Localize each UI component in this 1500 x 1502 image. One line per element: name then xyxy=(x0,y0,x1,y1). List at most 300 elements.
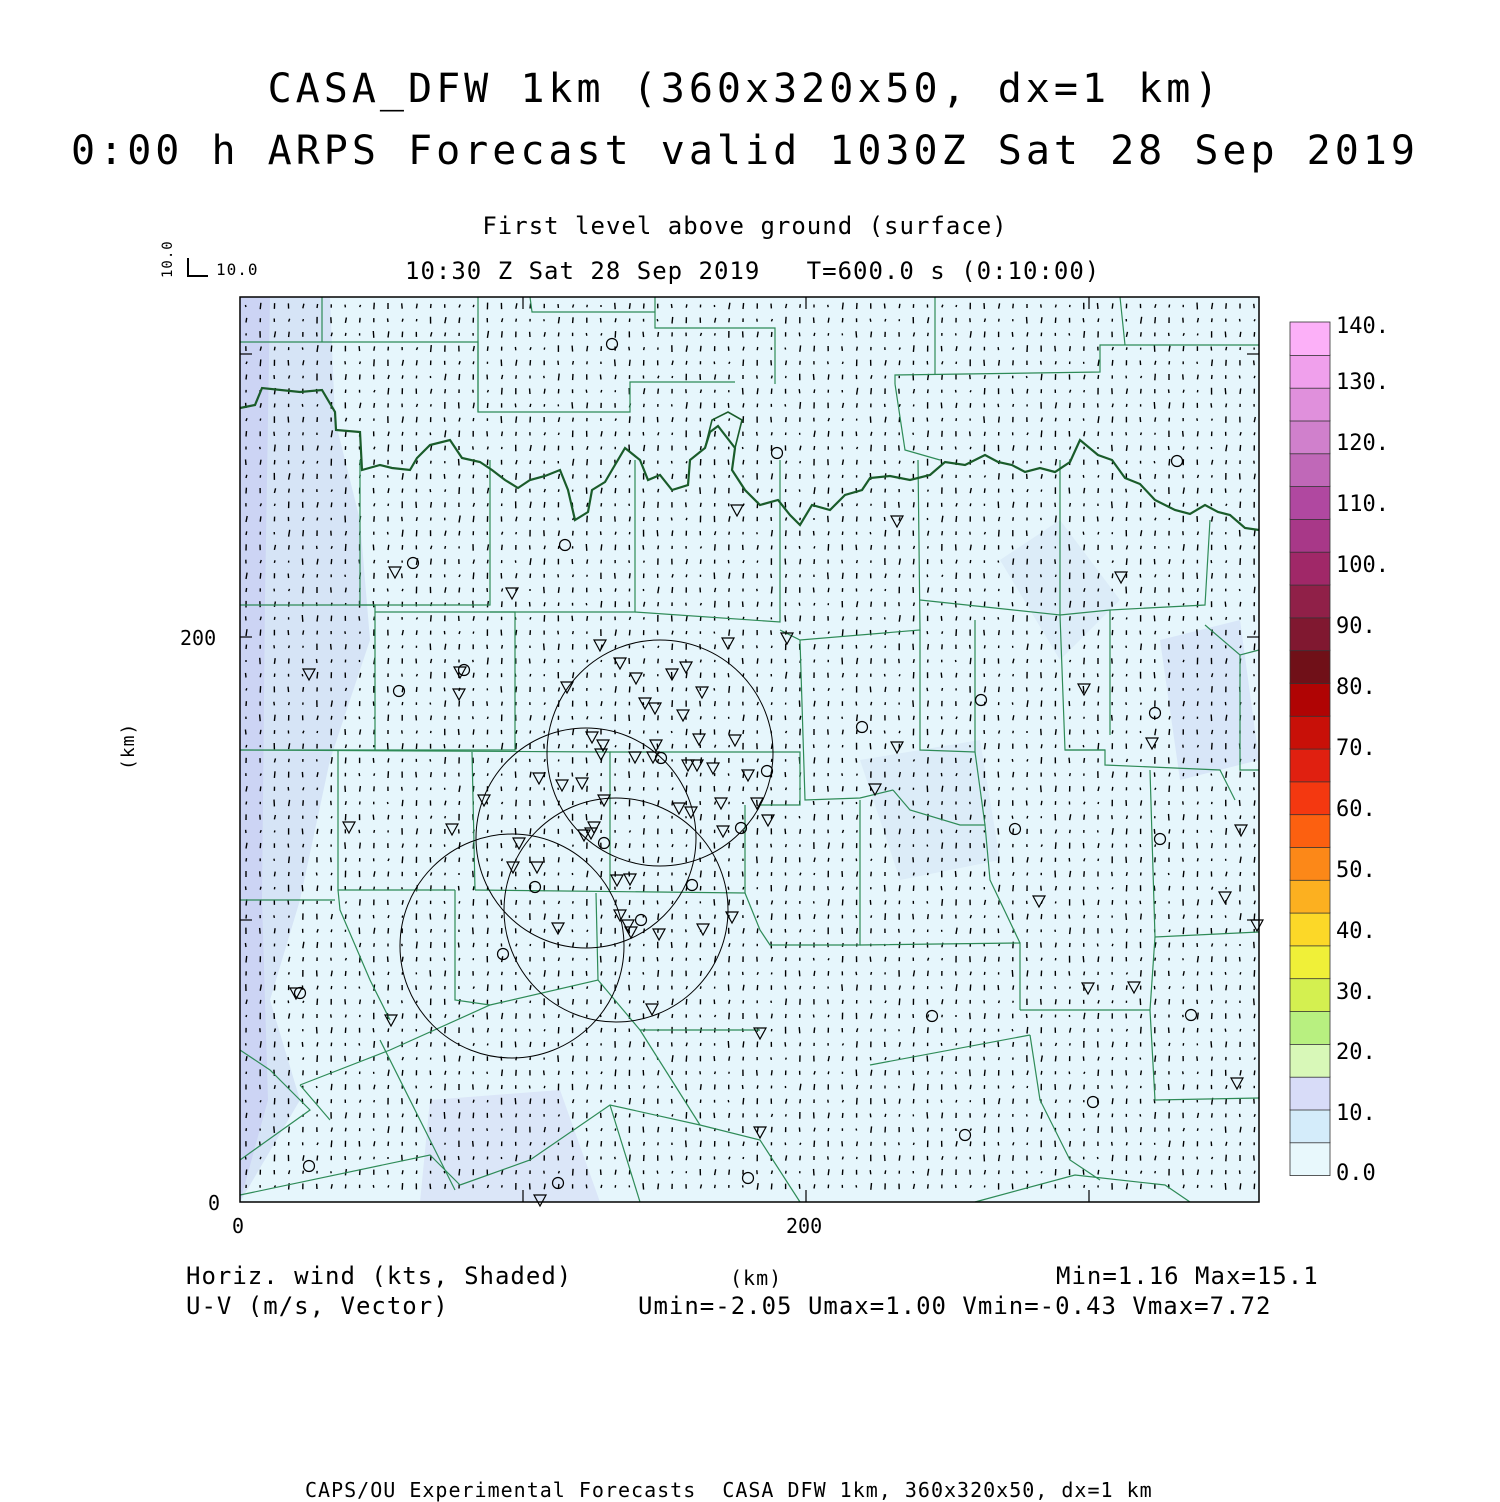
wind-vector xyxy=(700,346,701,352)
wind-vector xyxy=(672,461,673,464)
wind-vector xyxy=(984,1185,985,1187)
wind-vector xyxy=(1027,700,1028,707)
wind-vector xyxy=(828,516,829,522)
wind-vector xyxy=(813,801,814,805)
wind-vector xyxy=(459,474,460,478)
wind-vector xyxy=(274,859,275,861)
wind-vector xyxy=(828,361,829,364)
wind-vector xyxy=(857,871,858,876)
colorbar-swatch xyxy=(1290,519,1330,552)
wind-vector xyxy=(1027,716,1028,720)
wind-vector xyxy=(1041,1071,1042,1075)
wind-vector xyxy=(800,929,801,932)
wind-vector xyxy=(742,447,743,449)
wind-vector xyxy=(459,575,460,577)
wind-vector xyxy=(302,1042,303,1047)
wind-vector xyxy=(728,830,729,833)
wind-vector xyxy=(402,900,403,905)
wind-vector xyxy=(644,1098,645,1104)
wind-vector xyxy=(303,319,304,321)
wind-vector xyxy=(1254,914,1255,920)
wind-vector xyxy=(303,630,304,634)
wind-vector xyxy=(1155,574,1156,577)
wind-vector xyxy=(416,715,417,720)
wind-vector xyxy=(274,830,275,832)
wind-vector xyxy=(345,644,346,649)
subtitle-line1: First level above ground (surface) xyxy=(0,212,1490,240)
wind-vector xyxy=(402,517,403,521)
wind-vector xyxy=(629,887,630,889)
wind-vector xyxy=(857,560,858,563)
wind-vector xyxy=(643,916,644,918)
wind-vector xyxy=(1212,900,1213,905)
wind-vector xyxy=(1183,716,1184,719)
wind-vector xyxy=(828,1113,829,1119)
wind-vector xyxy=(1041,1156,1042,1160)
wind-vector xyxy=(274,985,275,991)
wind-vector xyxy=(658,489,659,492)
wind-vector xyxy=(1055,1112,1056,1118)
wind-vector xyxy=(601,717,602,719)
wind-vector xyxy=(1155,958,1156,961)
wind-vector xyxy=(516,532,517,534)
wind-vector xyxy=(629,686,630,692)
wind-vector xyxy=(658,816,659,819)
wind-vector xyxy=(686,1156,687,1160)
wind-vector xyxy=(530,772,531,778)
wind-vector xyxy=(700,773,701,777)
wind-vector xyxy=(970,972,971,976)
wind-vector xyxy=(800,829,801,834)
wind-vector xyxy=(672,1071,673,1075)
wind-vector xyxy=(757,815,758,819)
wind-vector xyxy=(643,489,644,493)
wind-vector xyxy=(544,502,545,508)
wind-vector xyxy=(970,774,971,776)
wind-vector xyxy=(402,530,403,537)
wind-vector xyxy=(388,388,389,395)
wind-vector xyxy=(842,1043,843,1045)
wind-vector xyxy=(473,716,474,719)
wind-vector xyxy=(1084,447,1085,450)
wind-vector xyxy=(814,1084,815,1090)
wind-vector xyxy=(601,871,602,877)
wind-vector xyxy=(402,1000,403,1003)
wind-vector xyxy=(459,1071,460,1074)
wind-vector xyxy=(587,773,588,776)
wind-vector xyxy=(1083,686,1084,693)
wind-vector xyxy=(1041,574,1042,577)
wind-vector xyxy=(1041,531,1042,536)
wind-vector xyxy=(331,857,332,862)
wind-vector xyxy=(1098,1170,1099,1175)
wind-vector xyxy=(1240,489,1241,493)
wind-vector xyxy=(374,928,375,934)
colorbar-swatch xyxy=(1290,1044,1330,1077)
wind-vector xyxy=(374,887,375,890)
wind-vector xyxy=(1013,347,1014,349)
wind-vector xyxy=(601,1072,602,1074)
wind-vector xyxy=(942,688,943,691)
wind-vector xyxy=(445,333,446,337)
wind-vector xyxy=(1197,573,1198,579)
wind-vector xyxy=(1098,956,1099,962)
wind-vector xyxy=(1041,744,1042,748)
wind-vector xyxy=(842,573,843,579)
wind-vector xyxy=(1012,1184,1013,1190)
wind-vector xyxy=(1226,404,1227,408)
wind-vector xyxy=(1154,461,1155,463)
wind-vector xyxy=(729,686,730,693)
wind-vector xyxy=(331,1027,332,1033)
wind-vector xyxy=(388,1028,389,1032)
colorbar-swatch xyxy=(1290,847,1330,880)
wind-vector xyxy=(828,572,829,579)
wind-vector xyxy=(444,744,445,748)
wind-vector xyxy=(1225,815,1226,819)
wind-vector xyxy=(573,418,574,422)
colorbar-label: 0.0 xyxy=(1336,1161,1376,1186)
wind-vector xyxy=(1169,1043,1170,1046)
wind-vector xyxy=(431,502,432,508)
wind-vector xyxy=(615,915,616,918)
wind-vector xyxy=(786,844,787,847)
wind-vector xyxy=(970,545,971,551)
wind-vector xyxy=(800,1143,801,1145)
wind-vector xyxy=(303,574,304,578)
wind-vector xyxy=(970,758,971,763)
wind-vector xyxy=(1098,375,1099,379)
wind-vector xyxy=(1212,1113,1213,1117)
wind-vector xyxy=(714,688,715,690)
wind-vector xyxy=(430,970,431,976)
wind-vector xyxy=(402,1013,403,1018)
wind-vector xyxy=(402,1127,403,1133)
wind-vector xyxy=(615,956,616,962)
wind-vector xyxy=(1097,517,1098,522)
wind-vector xyxy=(1211,774,1212,776)
wind-vector xyxy=(530,574,531,578)
wind-vector xyxy=(800,716,801,720)
wind-vector xyxy=(814,1128,815,1132)
wind-vector xyxy=(558,332,559,336)
wind-vector xyxy=(928,1184,929,1188)
wind-vector xyxy=(573,999,574,1005)
wind-vector xyxy=(586,390,587,393)
wind-vector xyxy=(544,643,545,650)
wind-vector xyxy=(387,589,388,592)
wind-vector xyxy=(260,658,261,664)
wind-vector xyxy=(729,802,730,805)
wind-vector xyxy=(999,1155,1000,1161)
wind-vector xyxy=(1254,1014,1255,1018)
wind-vector xyxy=(1070,886,1071,890)
wind-vector xyxy=(1055,901,1056,903)
wind-vector xyxy=(288,417,289,423)
wind-vector xyxy=(1197,758,1198,763)
wind-vector xyxy=(501,416,502,423)
wind-vector xyxy=(941,616,942,621)
wind-vector xyxy=(799,389,800,393)
wind-vector xyxy=(1254,574,1255,578)
wind-vector xyxy=(601,488,602,494)
wind-vector xyxy=(899,929,900,933)
wind-vector xyxy=(1055,729,1056,735)
wind-vector xyxy=(800,518,801,521)
wind-vector xyxy=(955,1085,956,1090)
wind-vector xyxy=(984,843,985,848)
wind-vector xyxy=(1212,475,1213,477)
wind-vector xyxy=(317,999,318,1005)
wind-vector xyxy=(1027,929,1028,932)
wind-vector xyxy=(715,1072,716,1075)
wind-vector xyxy=(786,1155,787,1160)
wind-vector xyxy=(373,1028,374,1032)
wind-vector xyxy=(1098,673,1099,677)
wind-vector xyxy=(601,915,602,919)
wind-vector xyxy=(799,546,800,549)
wind-vector xyxy=(828,588,829,592)
wind-vector xyxy=(1183,431,1184,437)
wind-vector xyxy=(388,504,389,506)
wind-vector xyxy=(1141,602,1142,606)
wind-vector xyxy=(1098,900,1099,905)
wind-vector xyxy=(303,474,304,480)
wind-vector xyxy=(1126,985,1127,990)
wind-vector xyxy=(388,859,389,861)
wind-vector xyxy=(601,1185,602,1188)
wind-vector xyxy=(445,389,446,393)
wind-vector xyxy=(1012,546,1013,550)
wind-vector xyxy=(813,374,814,380)
wind-vector xyxy=(999,730,1000,733)
wind-vector xyxy=(516,900,517,905)
wind-vector xyxy=(757,772,758,778)
wind-vector xyxy=(729,588,730,592)
wind-vector xyxy=(984,1126,985,1133)
wind-vector xyxy=(1013,615,1014,622)
wind-vector xyxy=(1012,1029,1013,1031)
wind-vector xyxy=(615,318,616,322)
wind-vector xyxy=(1055,943,1056,948)
wind-vector xyxy=(771,1183,772,1189)
wind-vector xyxy=(558,1071,559,1075)
wind-vector xyxy=(984,859,985,861)
wind-vector xyxy=(786,1114,787,1116)
wind-vector xyxy=(1197,786,1198,791)
wind-vector xyxy=(1183,660,1184,662)
wind-vector xyxy=(1197,362,1198,364)
wind-vector xyxy=(1126,432,1127,435)
wind-vector xyxy=(544,445,545,450)
wind-vector xyxy=(587,1141,588,1147)
wind-vector xyxy=(1098,460,1099,465)
wind-vector xyxy=(899,502,900,508)
wind-vector xyxy=(1083,318,1084,322)
wind-vector xyxy=(743,560,744,563)
wind-vector xyxy=(373,758,374,763)
wind-vector xyxy=(1155,1112,1156,1119)
wind-vector xyxy=(771,1127,772,1133)
wind-vector xyxy=(601,1141,602,1146)
wind-vector xyxy=(771,545,772,549)
wind-vector xyxy=(289,702,290,705)
wind-vector xyxy=(984,645,985,648)
wind-vector xyxy=(431,1086,432,1088)
wind-vector xyxy=(388,1085,389,1089)
wind-vector xyxy=(643,1183,644,1189)
wind-vector xyxy=(1055,999,1056,1004)
wind-vector xyxy=(558,744,559,748)
wind-vector xyxy=(303,744,304,749)
wind-vector xyxy=(345,901,346,903)
wind-vector xyxy=(870,532,871,534)
wind-vector xyxy=(288,1114,289,1117)
wind-vector xyxy=(970,802,971,804)
wind-vector xyxy=(842,475,843,478)
wind-vector xyxy=(672,376,673,378)
wind-vector xyxy=(246,431,247,436)
wind-vector xyxy=(1098,1070,1099,1076)
wind-vector xyxy=(487,773,488,776)
wind-vector xyxy=(402,944,403,946)
wind-vector xyxy=(1055,842,1056,849)
wind-vector xyxy=(459,644,460,649)
wind-vector xyxy=(473,1043,474,1046)
colorbar-swatch xyxy=(1290,617,1330,650)
wind-vector xyxy=(884,517,885,521)
wind-vector xyxy=(828,915,829,919)
wind-vector xyxy=(473,1100,474,1103)
wind-vector xyxy=(743,347,744,351)
wind-vector xyxy=(260,460,261,465)
wind-vector xyxy=(1070,1141,1071,1147)
wind-vector xyxy=(416,517,417,521)
wind-vector xyxy=(416,304,417,309)
wind-vector xyxy=(842,1141,843,1146)
wind-vector xyxy=(1112,928,1113,933)
wind-vector xyxy=(913,914,914,920)
wind-vector xyxy=(530,404,531,407)
wind-vector xyxy=(715,390,716,393)
wind-vector xyxy=(260,617,261,621)
x-tick-200: 200 xyxy=(786,1214,822,1238)
wind-vector xyxy=(1098,802,1099,804)
wind-vector xyxy=(1084,815,1085,820)
wind-vector xyxy=(502,388,503,395)
wind-vector xyxy=(1112,303,1113,308)
wind-vector xyxy=(671,942,672,948)
wind-vector xyxy=(1254,1114,1255,1117)
wind-vector xyxy=(1226,771,1227,777)
wind-vector xyxy=(1226,887,1227,889)
wind-vector xyxy=(729,745,730,747)
wind-vector xyxy=(1112,573,1113,578)
wind-vector xyxy=(842,362,843,364)
wind-vector xyxy=(345,374,346,380)
wind-vector xyxy=(984,416,985,423)
wind-vector xyxy=(586,1185,587,1189)
wind-vector xyxy=(814,971,815,976)
wind-vector xyxy=(473,660,474,662)
wind-vector xyxy=(1141,489,1142,492)
wind-vector xyxy=(445,489,446,491)
wind-vector xyxy=(572,773,573,777)
wind-vector xyxy=(502,645,503,649)
wind-vector xyxy=(956,1043,957,1045)
wind-vector xyxy=(1055,459,1056,465)
wind-vector xyxy=(274,658,275,664)
wind-vector xyxy=(786,901,787,904)
wind-vector xyxy=(970,645,971,649)
wind-vector xyxy=(502,815,503,820)
wind-vector xyxy=(885,1014,886,1019)
wind-vector xyxy=(274,1085,275,1089)
wind-vector xyxy=(288,900,289,904)
wind-vector xyxy=(345,786,346,792)
wind-vector xyxy=(274,1041,275,1047)
wind-vector xyxy=(970,447,971,449)
wind-vector xyxy=(502,758,503,762)
wind-vector xyxy=(715,1015,716,1017)
wind-vector xyxy=(274,347,275,351)
wind-vector xyxy=(686,1140,687,1147)
wind-vector xyxy=(558,374,559,381)
wind-vector xyxy=(927,631,928,634)
wind-vector xyxy=(374,560,375,563)
wind-vector xyxy=(941,830,942,834)
wind-vector xyxy=(573,361,574,365)
colorbar-label: 60. xyxy=(1336,797,1376,822)
wind-vector xyxy=(289,916,290,918)
wind-vector xyxy=(260,630,261,636)
wind-vector xyxy=(899,885,900,891)
wind-vector xyxy=(1027,1171,1028,1174)
wind-vector xyxy=(1084,1185,1085,1188)
wind-vector xyxy=(700,986,701,989)
wind-vector xyxy=(686,829,687,834)
wind-vector xyxy=(857,673,858,677)
wind-vector xyxy=(260,928,261,934)
wind-vector xyxy=(331,490,332,492)
wind-vector xyxy=(1225,1183,1226,1190)
wind-vector xyxy=(388,743,389,750)
wind-vector xyxy=(260,830,261,833)
wind-vector xyxy=(1112,872,1113,876)
wind-vector xyxy=(416,630,417,635)
wind-vector xyxy=(857,658,858,664)
wind-vector xyxy=(913,816,914,818)
wind-vector xyxy=(1041,361,1042,365)
wind-vector xyxy=(1226,347,1227,350)
vector-scale-arrow-icon xyxy=(188,258,208,276)
wind-vector xyxy=(1169,402,1170,408)
wind-vector xyxy=(1069,701,1070,706)
wind-vector xyxy=(970,1085,971,1089)
wind-vector xyxy=(643,1127,644,1133)
wind-vector xyxy=(672,530,673,536)
wind-vector xyxy=(388,318,389,322)
wind-vector xyxy=(629,944,630,947)
wind-vector xyxy=(1126,828,1127,834)
wind-vector xyxy=(246,475,247,478)
wind-vector xyxy=(828,858,829,862)
wind-vector xyxy=(757,445,758,451)
wind-vector xyxy=(459,1112,460,1118)
wind-vector xyxy=(786,957,787,961)
wind-vector xyxy=(402,645,403,648)
wind-vector xyxy=(601,531,602,535)
